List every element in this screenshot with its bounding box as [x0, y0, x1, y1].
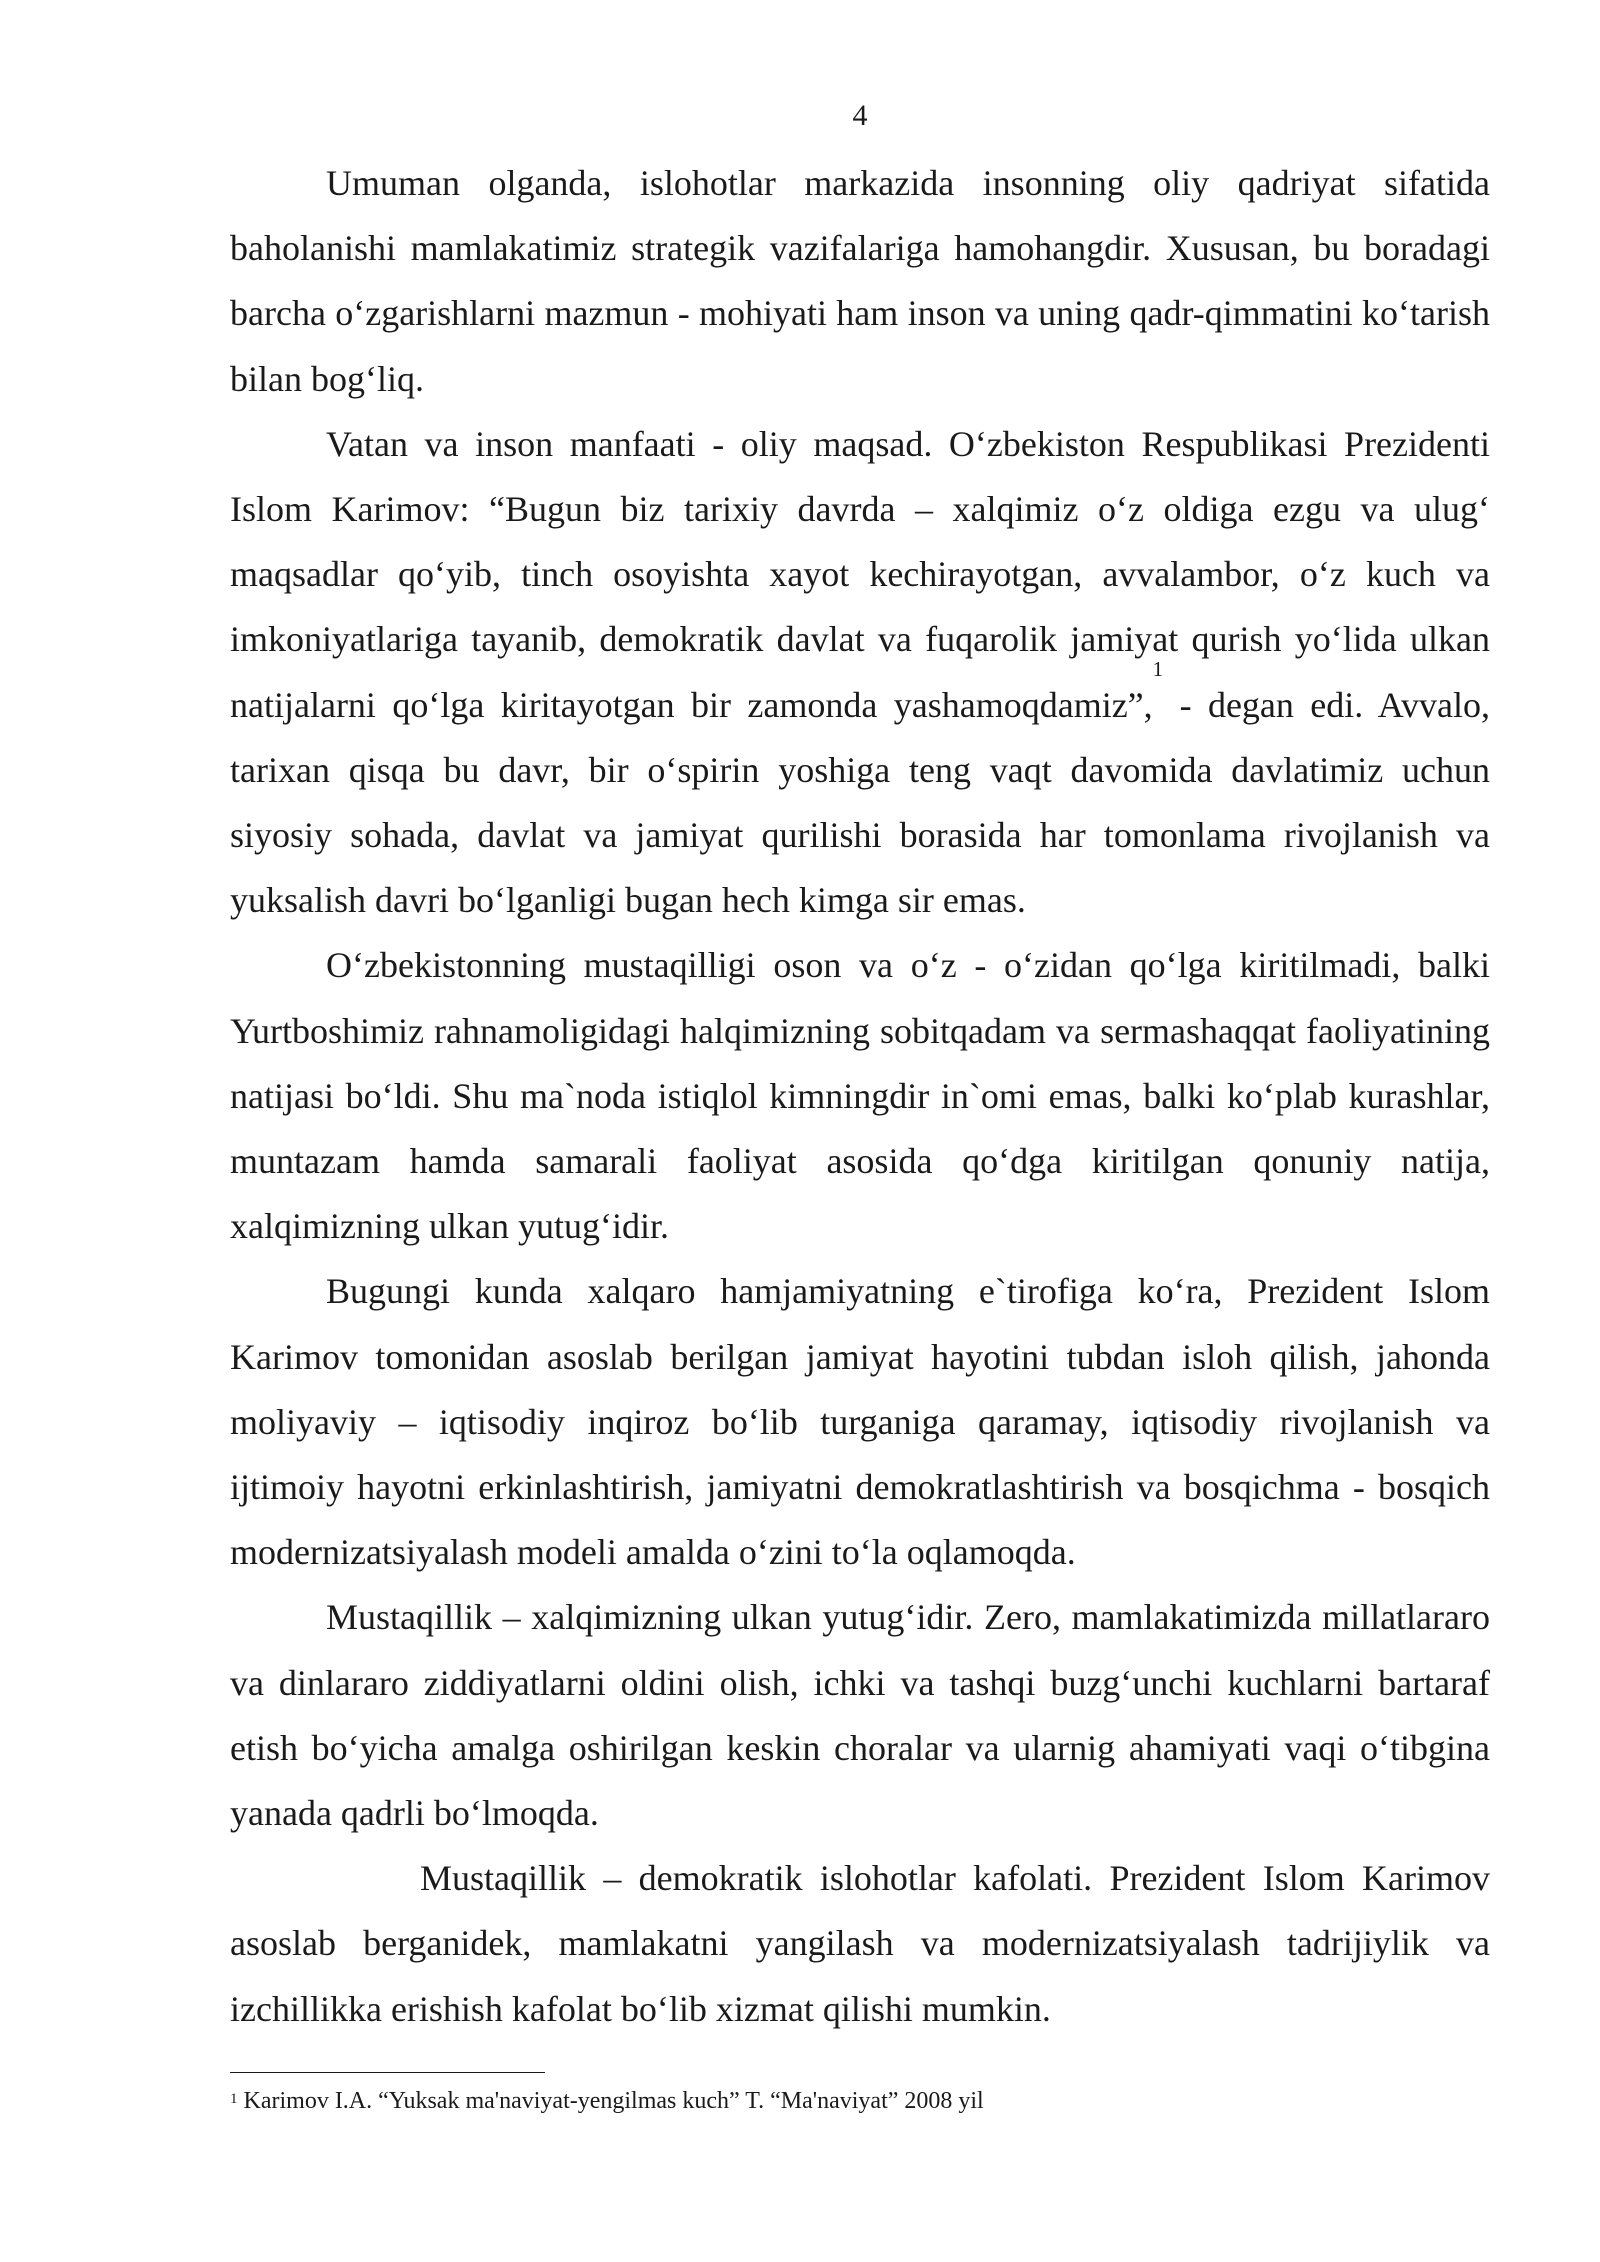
footnote-mark: 1	[230, 2091, 238, 2107]
footnote-separator	[230, 2072, 545, 2073]
paragraph-1: Umuman olganda, islohotlar markazida insonning oliy qadriyat sifatida baholanishi mamlakatimiz strategik vazifalariga hamohangdir. Xususan, bu boradagi barcha o‘zgarishlarni mazmun - mohiyati ham inson va uning qadr-qimmatini ko‘tarish bilan bog‘liq.	[230, 163, 1490, 399]
paragraph-5: Mustaqillik – xalqimizning ulkan yutug‘idir. Zero, mamlakatimizda millatlararo va dinlararo ziddiyatlarni oldini olish, ichki va tashqi buzg‘unchi kuchlarni bartaraf etish bo‘yicha amalga oshirilgan keskin choralar va ularnig ahamiyati vaqi o‘tibgina yanada qadrli bo‘lmoqda.	[230, 1597, 1490, 1834]
paragraph-2	[230, 412, 1490, 934]
paragraph-6: Mustaqillik – demokratik islohotlar kafolati. Prezident Islom Karimov asoslab berganidek, mamlakatni yangilash va modernizatsiyalash tadrijiylik va izchillikka erishish kafolat bo‘lib xizmat qilishi mumkin.	[230, 1858, 1490, 2029]
body-text	[230, 151, 1490, 2042]
footnote	[230, 2086, 1490, 2116]
paragraph-4: Bugungi kunda xalqaro hamjamiyatning e`tirofiga ko‘ra, Prezident Islom Karimov tomonidan asoslab berilgan jamiyat hayotini tubdan isloh qilish, jahonda moliyaviy – iqtisodiy inqiroz bo‘lib turganiga qaramay, iqtisodiy rivojlanish va ijtimoiy hayotni erkinlashtirish, jamiyatni demokratlashtirish va bosqichma - bosqich modernizatsiyalash modeli amalda o‘zini to‘la oqlamoqda.	[230, 1271, 1490, 1573]
paragraph-2-text-start: Vatan va inson manfaati - oliy maqsad. O‘zbekiston Respublikasi Prezidenti Islom Karimov: “Bugun biz tarixiy davrda – xalqimiz o‘z oldiga ezgu va ulug‘ maqsadlar qo‘yib, tinch osoyishta xayot kechirayotgan, avvalambor, o‘z kuch va imkoniyatlariga tayanib, demokratik davlat va fuqarolik jamiyat qurish yo‘lida ulkan natijalarni qo‘lga kiritayotgan bir zamonda yashamoqdamiz”,	[230, 423, 1490, 725]
footnote-reference[interactable]: 1	[1152, 656, 1164, 681]
paragraph-3: O‘zbekistonning mustaqilligi oson va o‘z - o‘zidan qo‘lga kiritilmadi, balki Yurtboshimiz rahnamoligidagi halqimizning sobitqadam va sermashaqqat faoliyatining natijasi bo‘ldi. Shu ma`noda istiqlol kimningdir in`omi emas, balki ko‘plab kurashlar, muntazam hamda samarali faoliyat asosida qo‘dga kiritilgan qonuniy natija, xalqimizning ulkan yutug‘idir.	[230, 945, 1490, 1247]
paragraph-2-text-end: - degan edi. Avvalo, tarixan qisqa bu davr, bir o‘spirin yoshiga teng vaqt davomida davlatimiz uchun siyosiy sohada, davlat va jamiyat qurilishi borasida har tomonlama rivojlanish va yuksalish davri bo‘lganligi bugan hech kimga sir emas.	[230, 684, 1490, 921]
footnote-text: Karimov I.A. “Yuksak ma'naviyat-yengilmas kuch” T. “Ma'naviyat” 2008 yil	[237, 2088, 984, 2114]
page-number: 4	[852, 99, 868, 132]
